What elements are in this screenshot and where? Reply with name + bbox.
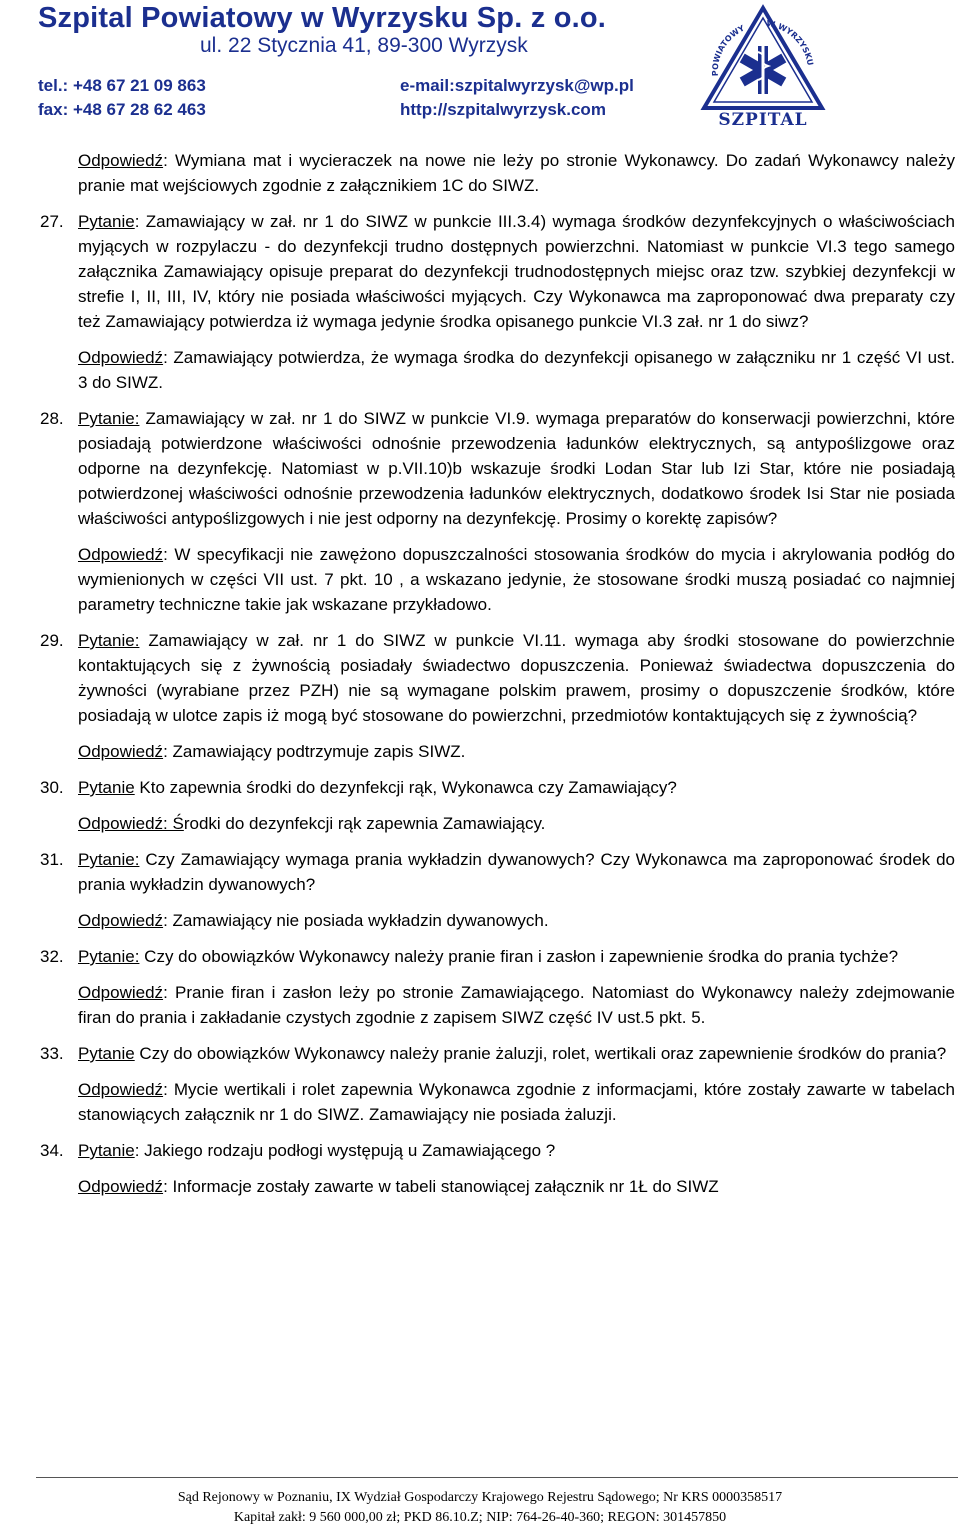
logo-text-bottom: SZPITAL [718,110,808,130]
question-number: 27. [40,212,64,231]
question-item [40,1138,955,1163]
answer-text: : Zamawiający podtrzymuje zapis SIWZ. [163,742,466,761]
hospital-logo [700,4,826,130]
answer-item [40,980,955,1030]
answer-text: : W specyfikacji nie zawężono dopuszczalności stosowania środków do mycia i akrylowania podłóg do wymienionych w części VII ust. 7 pkt. 10 , a wskazano jedynie, że stosowane środki muszą posiadać co najmniej parametry techniczne takie jak wskazane przykładowo. [78,545,955,614]
answer-label: Odpowiedź [78,1080,164,1099]
question-label: Pytanie [78,1044,135,1063]
question-text: : Jakiego rodzaju podłogi występują u Zamawiającego ? [134,1141,556,1160]
answer-label: Odpowiedź [78,983,164,1002]
question-item [40,406,955,531]
answer-label: Odpowiedź [78,545,164,564]
answer-item [40,908,955,933]
question-label: Pytanie: [78,631,140,650]
question-label: Pytanie: [78,947,140,966]
question-number: 30. [40,778,64,797]
question-item [40,847,955,897]
question-text: Zamawiający w zał. nr 1 do SIWZ w punkcie VI.11. wymaga aby środki stosowane do powierzchnie kontaktujących się z żywnością posiadały świadectwo dopuszczenia. Ponieważ świadectwa dopuszczenia do żywności (wyrabiane przez PZH) nie są wymagane polskim prawem, prosimy o dopuszczenie środków, które posiadają w ulotce zapis iż mogą być stosowane do powierzchni, przedmiotów kontaktujących się z żywnością? [78,631,955,725]
qa-list [40,209,955,1199]
hospital-email: e-mail:szpitalwyrzysk@wp.pl [400,76,634,95]
question-item [40,944,955,969]
answer-item [40,542,955,617]
document-body [40,148,955,1210]
answer-label: Odpowiedź [78,348,164,367]
question-label: Pytanie [78,778,135,797]
question-label: Pytanie [78,212,135,231]
hospital-fax: fax: +48 67 28 62 463 [38,100,206,119]
question-text: Kto zapewnia środki do dezynfekcji rąk, Wykonawca czy Zamawiający? [134,778,677,797]
answer-item [40,345,955,395]
question-number: 29. [40,631,64,650]
answer-label: Odpowiedź [78,911,164,930]
logo-text-left: POWIATOWY [710,23,746,77]
answer-label: Odpowiedź [78,742,164,761]
question-text: Zamawiający w zał. nr 1 do SIWZ w punkcie VI.9. wymaga preparatów do konserwacji powierzchni, które posiadają potwierdzone właściwości odnośnie przewodzenia ładunków elektrycznych, są antypoślizgowe oraz odporne na dezynfekcję. Natomiast w p.VII.10)b wskazuje środki Lodan Star lub Izi Star, które nie posiadają potwierdzonej właściwości odnośnie przewodzenia ładunków elektrycznych, dodatkowo środek Isi Star nie posiada właściwości antypoślizgowych i nie jest odporny na dezynfekcję. Prosimy o korektę zapisów? [78,409,955,528]
question-item [40,775,955,800]
answer-item [40,811,955,836]
question-number: 34. [40,1141,64,1160]
letterhead [0,0,960,140]
question-label: Pytanie [78,1141,135,1160]
hospital-address: ul. 22 Stycznia 41, 89-300 Wyrzysk [200,34,528,57]
answer-text: : Zamawiający nie posiada wykładzin dywanowych. [163,911,549,930]
question-item [40,1041,955,1066]
question-label: Pytanie: [78,409,140,428]
hospital-name: Szpital Powiatowy w Wyrzysku Sp. z o.o. [38,2,607,34]
hospital-website: http://szpitalwyrzysk.com [400,100,606,119]
question-item [40,628,955,728]
answer-label: Odpowiedź: Ś [78,814,184,833]
answer-item [40,1077,955,1127]
intro-answer [40,148,955,198]
question-text: Czy do obowiązków Wykonawcy należy pranie firan i zasłon i zapewnienie środka do prania tychże? [139,947,899,966]
answer-text: : Informacje zostały zawarte w tabeli stanowiącej załącznik nr 1Ł do SIWZ [163,1177,719,1196]
question-text: : Zamawiający w zał. nr 1 do SIWZ w punkcie III.3.4) wymaga środków dezynfekcyjnych o właściwościach myjących w rozpylaczu - do dezynfekcji trudno dostępnych powierzchni. Natomiast w punkcie VI.3 tego samego załącznika Zamawiający opisuje preparat do dezynfekcji trudnodostępnych miejsc oraz tzw. szybkiej dezynfekcji w strefie I, II, III, IV, który nie posiada właściwości myjących. Czy Wykonawca ma zaproponować dwa preparaty czy też Zamawiający potwierdza iż wymaga jedynie środka opisanego punkcie VI.3 zał. nr 1 do siwz? [78,212,955,331]
question-item [40,209,955,334]
footer-court-registry: Sąd Rejonowy w Poznaniu, IX Wydział Gospodarczy Krajowego Rejestru Sądowego; Nr KRS 0000358517 [177,1490,783,1505]
question-number: 28. [40,409,64,428]
question-number: 32. [40,947,64,966]
question-label: Pytanie: [78,850,140,869]
question-number: 33. [40,1044,64,1063]
hospital-phone: tel.: +48 67 21 09 863 [38,76,206,95]
answer-item [40,1174,955,1199]
answer-label: Odpowiedź [78,151,164,170]
question-text: Czy do obowiązków Wykonawcy należy pranie żaluzji, rolet, wertikali oraz zapewnienie środków do prania? [134,1044,947,1063]
answer-item [40,739,955,764]
footer-divider [36,1477,958,1478]
answer-label: Odpowiedź [78,1177,164,1196]
question-number: 31. [40,850,64,869]
answer-text: : Pranie firan i zasłon leży po stronie Zamawiającego. Natomiast do Wykonawcy należy zdejmowanie firan do prania i zakładanie czystych zgodnie z zapisem SIWZ część IV ust.5 pkt. 5. [78,983,955,1027]
footer-company-ids: Kapitał zakł: 9 560 000,00 zł; PKD 86.10.Z; NIP: 764-26-40-360; REGON: 301457850 [233,1510,727,1525]
answer-text: : Mycie wertikali i rolet zapewnia Wykonawca zgodnie z informacjami, które zostały zawarte w tabelach stanowiących załącznik nr 1 do SIWZ. Zamawiający nie posiada żaluzji. [78,1080,955,1124]
answer-text: : Wymiana mat i wycieraczek na nowe nie leży po stronie Wykonawcy. Do zadań Wykonawcy należy pranie mat wejściowych zgodnie z załącznikiem 1C do SIWZ. [78,151,955,195]
logo-text-right: W WYRZYSKU [765,18,815,67]
answer-text: : Zamawiający potwierdza, że wymaga środka do dezynfekcji opisanego w załączniku nr 1 część VI ust. 3 do SIWZ. [78,348,955,392]
answer-text: rodki do dezynfekcji rąk zapewnia Zamawiający. [183,814,546,833]
question-text: Czy Zamawiający wymaga prania wykładzin dywanowych? Czy Wykonawca ma zaproponować środek do prania wykładzin dywanowych? [78,850,955,894]
